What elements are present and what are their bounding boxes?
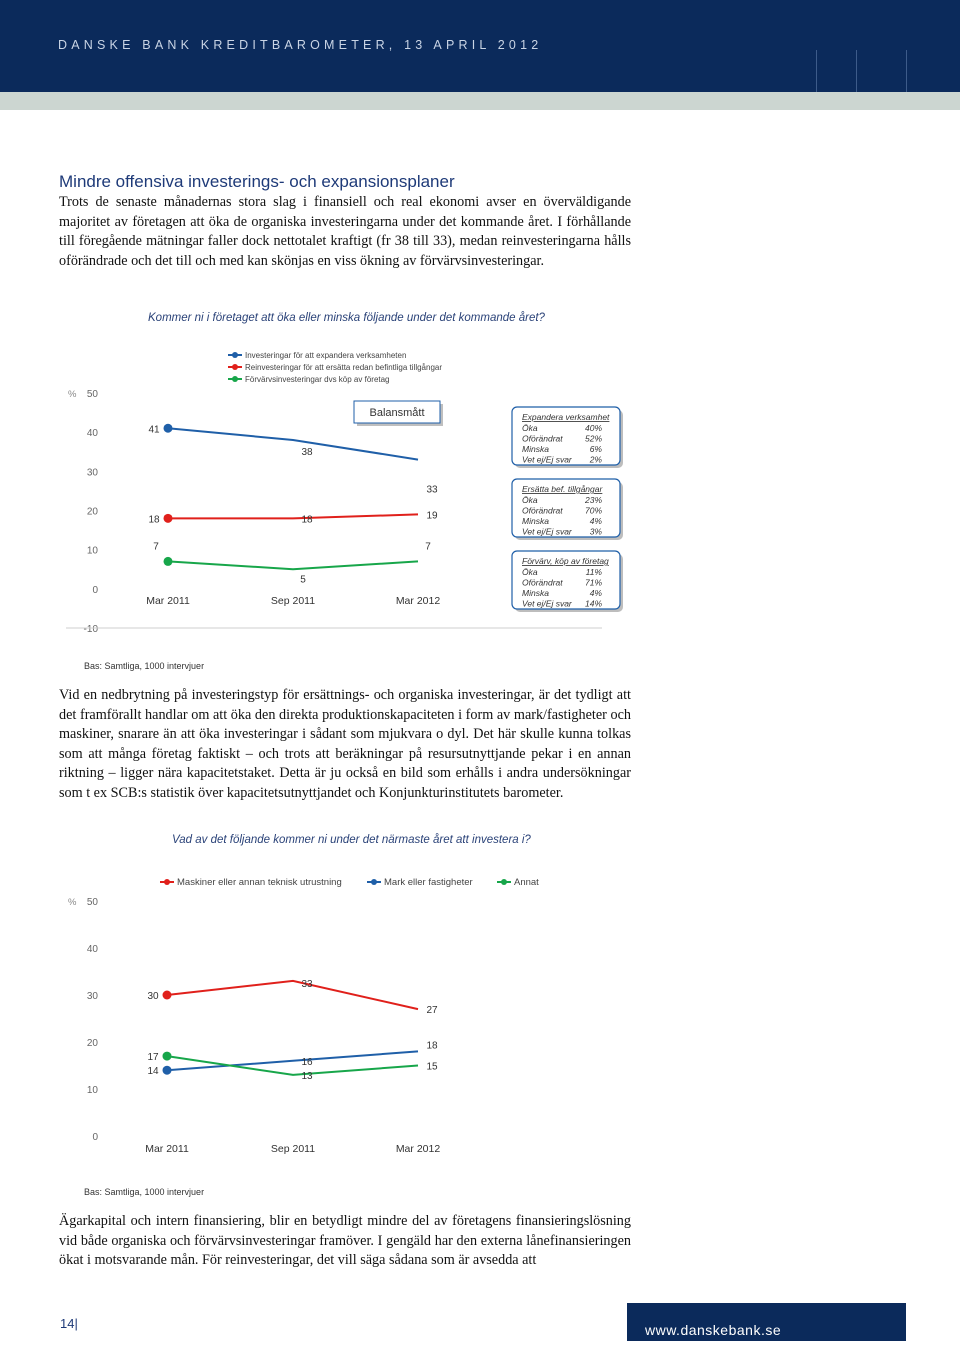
- stat-row-label: Öka: [522, 567, 538, 577]
- data-label: 7: [153, 541, 159, 553]
- y-tick-label: 40: [86, 944, 98, 955]
- y-tick-label: 10: [86, 545, 98, 557]
- footer-url[interactable]: www.danskebank.se: [645, 1322, 782, 1338]
- data-point: [163, 991, 172, 1000]
- stat-row-value: 40%: [584, 423, 602, 433]
- y-tick-label: 0: [92, 584, 98, 596]
- legend-marker: [371, 879, 377, 885]
- stat-row-label: Minska: [522, 444, 549, 454]
- stat-row-label: Vet ej/Ej svar: [522, 598, 572, 609]
- data-label: 18: [148, 514, 160, 526]
- stat-box-title: Ersätta bef. tillgångar: [522, 484, 603, 494]
- series-line: [167, 978, 418, 1009]
- stat-row-value: 6%: [589, 444, 602, 454]
- stat-row-label: Oförändrat: [522, 577, 563, 588]
- stat-row-value: 70%: [584, 505, 602, 516]
- data-label: 41: [148, 424, 160, 436]
- data-point: [164, 557, 173, 566]
- data-label: 17: [147, 1052, 159, 1064]
- data-label: 16: [301, 1056, 313, 1068]
- data-point: [164, 424, 173, 433]
- series-line: [168, 561, 418, 569]
- stat-row-label: Minska: [522, 588, 549, 598]
- stat-row-value: 23%: [584, 495, 602, 505]
- stat-row-value: 52%: [584, 433, 602, 444]
- stat-row-label: Minska: [522, 516, 549, 526]
- header-divider: [906, 50, 907, 92]
- legend-marker: [232, 376, 238, 382]
- stat-row-value: 2%: [589, 454, 602, 465]
- y-tick-label: 40: [86, 428, 98, 440]
- y-tick-label: 50: [86, 389, 98, 400]
- header-band: [0, 92, 960, 110]
- header-divider: [816, 50, 817, 92]
- chart1-title: Kommer ni i företaget att öka eller minska följande under det kommande året?: [148, 312, 545, 324]
- data-label: 38: [301, 447, 313, 458]
- chart-investment-types: [0, 860, 960, 1170]
- paragraph-intro: Trots de senaste månadernas stora slag i finansiell och real ekonomi avser en överväldigande majoritet av företagen att öka de organiska investeringarna under det kommande året. I förhållande till föregående mätningar faller dock nettotalet kraftigt (fr 38 till 33), medan reinvesteringarna hålls oförändrade och det till och med kan skönjas en viss ökning av förvärvsinvesteringar.: [59, 194, 631, 269]
- y-axis-label: %: [68, 897, 77, 908]
- stat-row-value: 4%: [589, 516, 602, 526]
- y-axis-label: %: [68, 389, 77, 400]
- stat-box-title: Expandera verksamhet: [522, 412, 610, 422]
- stat-row-value: 71%: [584, 577, 602, 588]
- chart2-source: Bas: Samtliga, 1000 intervjuer: [84, 1187, 205, 1197]
- y-tick-label: 30: [86, 467, 98, 479]
- stat-row-value: 14%: [584, 598, 602, 609]
- y-tick-label: -10: [83, 624, 98, 635]
- y-tick-label: 10: [86, 1085, 98, 1096]
- legend-item: Reinvesteringar för att ersätta redan befintliga tillgångar: [245, 363, 442, 372]
- data-label: 13: [301, 1070, 313, 1082]
- data-label: 33: [426, 484, 438, 496]
- stat-row-value: 4%: [589, 588, 602, 598]
- chart1-source: Bas: Samtliga, 1000 intervjuer: [84, 661, 205, 671]
- stat-row-label: Vet ej/Ej svar: [522, 526, 572, 537]
- series-line: [167, 1056, 418, 1075]
- data-label: 18: [301, 514, 313, 526]
- data-point: [164, 514, 173, 523]
- data-label: 19: [426, 510, 438, 522]
- legend-marker: [232, 352, 238, 358]
- section-heading: Mindre offensiva investerings- och expansionsplaner: [59, 172, 455, 191]
- legend-item: Mark eller fastigheter: [384, 877, 473, 888]
- data-point: [163, 1066, 172, 1075]
- footer-box: [627, 1303, 906, 1341]
- paragraph-financing: Ägarkapital och intern finansiering, blir en betydligt mindre del av företagens finansieringslösning vid både organiska och förvärvsinvesteringar framöver. I gengäld har den externa lånefinansieringen ökat i motsvarande mån. För reinvesteringar, det vill säga sådana som är avsedda att: [59, 1213, 631, 1268]
- page-number: 14|: [60, 1316, 78, 1331]
- stat-row-label: Oförändrat: [522, 505, 563, 516]
- series-line: [168, 514, 418, 518]
- data-label: 5: [300, 574, 306, 586]
- x-tick-label: Sep 2011: [270, 1143, 316, 1155]
- x-tick-label: Mar 2012: [395, 1143, 441, 1155]
- legend-item: Investeringar för att expandera verksamheten: [245, 351, 407, 360]
- y-tick-label: 20: [86, 1038, 98, 1049]
- y-tick-label: 20: [86, 506, 98, 518]
- data-label: 33: [301, 978, 313, 990]
- legend-marker: [164, 879, 170, 885]
- data-label: 15: [426, 1061, 438, 1073]
- header-title: DANSKE BANK KREDITBAROMETER, 13 APRIL 2012: [58, 38, 543, 52]
- stat-row-label: Vet ej/Ej svar: [522, 454, 572, 465]
- x-tick-label: Sep 2011: [270, 595, 316, 607]
- stat-row-label: Öka: [522, 495, 538, 505]
- data-label: 14: [147, 1066, 159, 1078]
- data-label: 30: [147, 991, 159, 1002]
- series-line: [168, 428, 418, 459]
- x-tick-label: Mar 2011: [145, 1143, 189, 1155]
- chart-investment-balance: [0, 330, 960, 640]
- y-tick-label: 50: [86, 897, 98, 908]
- stat-box-title: Förvärv, köp av företag: [522, 556, 609, 566]
- stat-row-value: 3%: [589, 526, 602, 537]
- header-divider: [856, 50, 857, 92]
- chart2-title: Vad av det följande kommer ni under det närmaste året att investera i?: [172, 834, 531, 846]
- y-tick-label: 0: [92, 1132, 98, 1143]
- legend-item: Maskiner eller annan teknisk utrustning: [177, 877, 342, 888]
- x-tick-label: Mar 2011: [146, 595, 190, 607]
- page-header: [0, 0, 960, 92]
- stat-row-label: Oförändrat: [522, 433, 563, 444]
- annotation-label: Balansmått: [369, 407, 425, 419]
- data-point: [163, 1052, 172, 1061]
- x-tick-label: Mar 2012: [395, 595, 441, 607]
- legend-item: Förvärvsinvesteringar dvs köp av företag: [245, 375, 390, 384]
- legend-marker: [232, 364, 238, 370]
- stat-row-value: 11%: [585, 567, 602, 577]
- legend-item: Annat: [514, 877, 539, 888]
- data-label: 18: [426, 1040, 438, 1052]
- y-tick-label: 30: [86, 991, 98, 1002]
- stat-row-label: Öka: [522, 423, 538, 433]
- paragraph-breakdown: Vid en nedbrytning på investeringstyp för ersättnings- och organiska investeringar, är det tydligt att det framförallt handlar om att öka den direkta produktionskapaciteten i form av mark/fastigheter och maskiner, snarare än att öka investeringar i sådant som mjukvara o dyl. Det här skulle kunna tolkas som att många företag faktiskt – och trots att beräkningar på resursutnyttjande pekar i en annan riktning – ligger nära kapacitetstaket. Detta är ju också en bild som erhålls i andra undersökningar som t ex SCB:s statistik över kapacitetsutnyttjandet och Konjunkturinstitutets barometer.: [59, 687, 631, 801]
- legend-marker: [501, 879, 507, 885]
- data-label: 7: [425, 541, 431, 553]
- data-label: 27: [426, 1005, 438, 1017]
